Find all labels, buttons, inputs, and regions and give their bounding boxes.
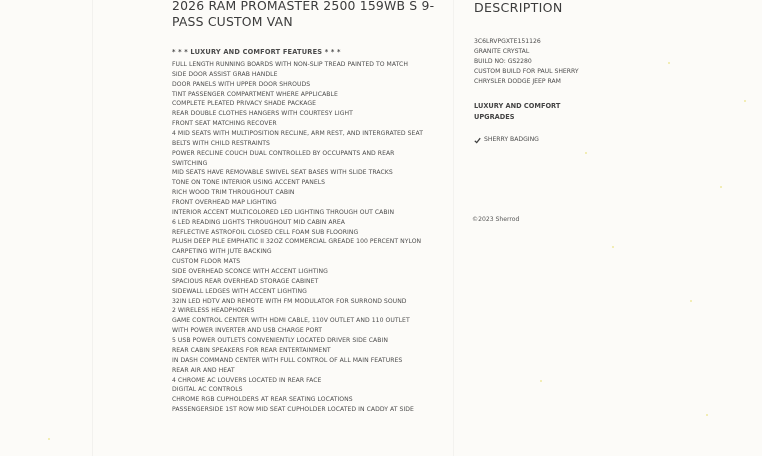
scan-speckle: [744, 100, 746, 102]
feature-line: WITH POWER INVERTER AND USB CHARGE PORT: [172, 327, 322, 335]
feature-line: REAR CABIN SPEAKERS FOR REAR ENTERTAINMENT: [172, 346, 331, 354]
description-heading: DESCRIPTION: [474, 0, 563, 15]
feature-line: REAR AIR AND HEAT: [172, 366, 235, 374]
check-icon: [474, 137, 481, 144]
feature-line: BELTS WITH CHILD RESTRAINTS: [172, 139, 270, 147]
feature-line: SIDE DOOR ASSIST GRAB HANDLE: [172, 70, 278, 78]
description-details: [474, 37, 579, 87]
feature-line: POWER RECLINE COUCH DUAL CONTROLLED BY OCCUPANTS AND REAR: [172, 149, 395, 157]
feature-line: 6 LED READING LIGHTS THROUGHOUT MID CABIN AREA: [172, 218, 345, 226]
feature-line: 4 MID SEATS WITH MULTIPOSITION RECLINE, ARM REST, AND INTERGRATED SEAT: [172, 130, 423, 138]
feature-line: RICH WOOD TRIM THROUGHOUT CABIN: [172, 189, 295, 197]
feature-line: 32IN LED HDTV AND REMOTE WITH FM MODULATOR FOR SURROND SOUND: [172, 297, 407, 305]
feature-line: SPACIOUS REAR OVERHEAD STORAGE CABINET: [172, 277, 319, 285]
description-line: GRANITE CRYSTAL: [474, 48, 530, 55]
scan-speckle: [540, 380, 542, 382]
feature-line: FRONT OVERHEAD MAP LIGHTING: [172, 199, 277, 207]
features-list: [172, 60, 462, 415]
feature-line: FULL LENGTH RUNNING BOARDS WITH NON-SLIP TREAD PAINTED TO MATCH: [172, 61, 408, 68]
description-line: BUILD NO: GS2280: [474, 58, 532, 65]
feature-line: REAR DOUBLE CLOTHES HANGERS WITH COURTESY LIGHT: [172, 110, 353, 118]
feature-line: 5 USB POWER OUTLETS CONVENIENTLY LOCATED DRIVER SIDE CABIN: [172, 337, 388, 345]
feature-line: SIDE OVERHEAD SCONCE WITH ACCENT LIGHTING: [172, 268, 328, 276]
feature-line: FRONT SEAT MATCHING RECOVER: [172, 120, 277, 128]
scan-speckle: [585, 152, 587, 154]
vehicle-title: 2026 RAM PROMASTER 2500 159WB S 9-PASS CUSTOM VAN: [172, 0, 435, 29]
feature-line: CUSTOM FLOOR MATS: [172, 258, 241, 266]
feature-line: CARPETING WITH JUTE BACKING: [172, 248, 272, 256]
upgrades-heading: LUXURY AND COMFORT UPGRADES: [474, 102, 561, 121]
feature-line: COMPLETE PLEATED PRIVACY SHADE PACKAGE: [172, 100, 317, 108]
scan-speckle: [48, 438, 50, 440]
description-line: CUSTOM BUILD FOR PAUL SHERRY: [474, 68, 579, 75]
feature-line: GAME CONTROL CENTER WITH HDMI CABLE, 110V OUTLET AND 110 OUTLET: [172, 317, 410, 325]
feature-line: PLUSH DEEP PILE EMPHATIC II 32OZ COMMERCIAL GREADE 100 PERCENT NYLON: [172, 238, 422, 246]
copyright-notice: ©2023 Sherrod: [472, 216, 520, 223]
description-line: CHRYSLER DODGE JEEP RAM: [474, 78, 561, 85]
feature-line: SIDEWALL LEDGES WITH ACCENT LIGHTING: [172, 287, 307, 295]
feature-line: 4 CHROME AC LOUVERS LOCATED IN REAR FACE: [172, 376, 322, 384]
feature-line: 2 WIRELESS HEADPHONES: [172, 307, 255, 315]
scan-shadow-left: [92, 0, 93, 456]
scan-speckle: [720, 186, 722, 188]
feature-line: DIGITAL AC CONTROLS: [172, 386, 243, 394]
feature-line: REFLECTIVE ASTROFOIL CLOSED CELL FOAM SUB FLOORING: [172, 228, 359, 236]
feature-line: CHROME RGB CUPHOLDERS AT REAR SEATING LOCATIONS: [172, 396, 353, 404]
scan-speckle: [706, 414, 708, 416]
scan-speckle: [612, 246, 614, 248]
feature-line: PASSENGERSIDE 1ST ROW MID SEAT CUPHOLDER LOCATED IN CADDY AT SIDE: [172, 406, 414, 414]
features-heading: * * * LUXURY AND COMFORT FEATURES * * *: [172, 48, 341, 56]
feature-line: INTERIOR ACCENT MULTICOLORED LED LIGHTING THROUGH OUT CABIN: [172, 208, 395, 216]
feature-line: DOOR PANELS WITH UPPER DOOR SHROUDS: [172, 80, 311, 88]
feature-line: SWITCHING: [172, 159, 208, 167]
feature-line: TONE ON TONE INTERIOR USING ACCENT PANELS: [172, 179, 326, 187]
upgrade-item: [474, 136, 539, 144]
feature-line: MID SEATS HAVE REMOVABLE SWIVEL SEAT BASES WITH SLIDE TRACKS: [172, 169, 393, 177]
feature-line: IN DASH COMMAND CENTER WITH FULL CONTROL OF ALL MAIN FEATURES: [172, 356, 403, 364]
scan-speckle: [690, 300, 692, 302]
description-line: 3C6LRVPGXTE151126: [474, 38, 541, 45]
upgrade-label: SHERRY BADGING: [484, 136, 539, 143]
scan-speckle: [668, 62, 670, 64]
feature-line: TINT PASSENGER COMPARTMENT WHERE APPLICABLE: [172, 90, 338, 98]
